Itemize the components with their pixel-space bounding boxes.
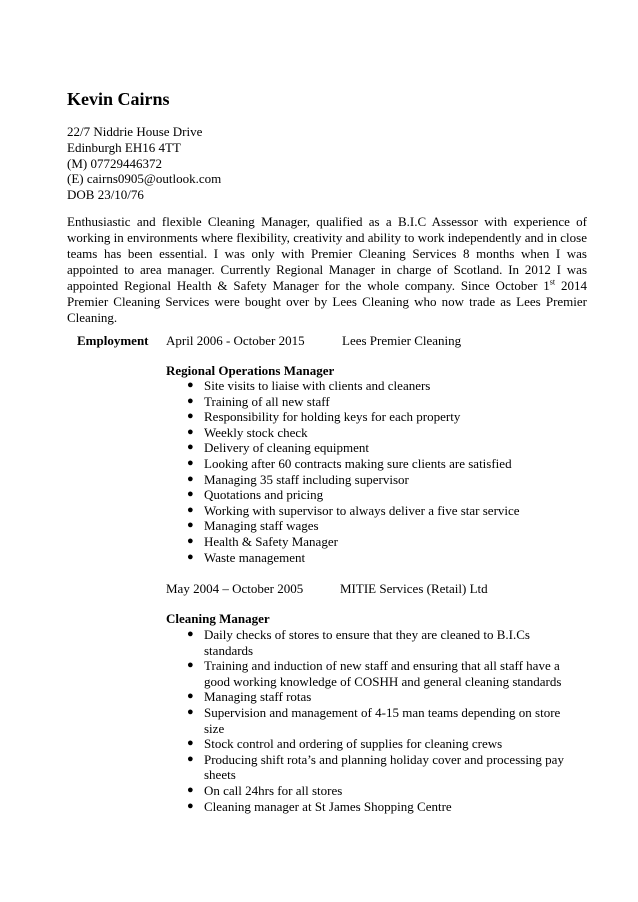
bullet-icon: ● — [187, 456, 194, 469]
address-line-2: Edinburgh EH16 4TT — [67, 139, 181, 155]
job-title: Cleaning Manager — [166, 611, 270, 626]
job-title: Regional Operations Manager — [166, 363, 335, 378]
bullet-icon: ● — [187, 394, 194, 407]
bullet-icon: ● — [187, 410, 194, 423]
duty-text: Managing staff rotas — [204, 689, 312, 705]
duty-item — [185, 705, 570, 736]
duty-text: Quotations and pricing — [204, 487, 324, 503]
bullet-icon: ● — [187, 488, 194, 501]
duty-text: Training and induction of new staff and ensuring that all staff have a good working knowledge of COSHH and general cleaning standards — [204, 658, 562, 689]
duty-text: On call 24hrs for all stores — [204, 782, 343, 798]
job-company: Lees Premier Cleaning — [342, 333, 462, 348]
duty-item — [185, 627, 570, 658]
duty-item — [185, 503, 570, 519]
bullet-icon: ● — [187, 550, 194, 563]
duty-text: Weekly stock check — [204, 424, 308, 440]
duty-text: Cleaning manager at St James Shopping Centre — [204, 798, 452, 814]
duty-text: Daily checks of stores to ensure that they are cleaned to B.I.Cs standards — [204, 627, 530, 658]
duty-item — [185, 394, 570, 410]
employment-section-label: Employment — [77, 333, 149, 348]
duty-text: Producing shift rota’s and planning holiday cover and processing pay sheets — [204, 751, 564, 783]
job-dates: April 2006 - October 2015 — [166, 333, 305, 348]
summary-superscript: st — [549, 277, 556, 287]
job-dates: May 2004 – October 2005 — [166, 581, 304, 596]
candidate-name: Kevin Cairns — [67, 89, 170, 109]
duty-text: Waste management — [204, 549, 306, 565]
duty-text: Managing staff wages — [204, 518, 319, 534]
duty-text: Training of all new staff — [204, 393, 330, 409]
duty-item — [185, 472, 570, 488]
bullet-icon: ● — [187, 441, 194, 454]
duty-text: Looking after 60 contracts making sure clients are satisfied — [204, 455, 512, 471]
job-duties-list — [185, 378, 570, 565]
bullet-icon: ● — [187, 503, 194, 516]
address-line-1: 22/7 Niddrie House Drive — [67, 124, 203, 139]
duty-item — [185, 689, 570, 705]
duty-item — [185, 736, 570, 752]
bullet-icon: ● — [187, 534, 194, 547]
duty-text: Managing 35 staff including supervisor — [204, 471, 409, 487]
duty-text: Working with supervisor to always deliver a five star service — [204, 502, 520, 518]
duty-item — [185, 440, 570, 456]
contact-block — [67, 124, 221, 203]
bullet-icon: ● — [187, 737, 194, 750]
job-duties-list — [185, 627, 570, 814]
duty-item — [185, 425, 570, 441]
profile-summary — [67, 214, 587, 326]
duty-text: Health & Safety Manager — [204, 533, 338, 549]
email-address: (E) cairns0905@outlook.com — [67, 171, 222, 187]
duty-item — [185, 799, 570, 815]
mobile-number: (M) 07729446372 — [67, 155, 162, 171]
duty-item — [185, 518, 570, 534]
bullet-icon: ● — [187, 705, 194, 718]
duty-text: Supervision and management of 4-15 man teams depending on store size — [204, 704, 561, 736]
duty-item — [185, 752, 570, 783]
bullet-icon: ● — [187, 659, 194, 672]
bullet-icon: ● — [187, 690, 194, 703]
summary-text-part-2: 2014 Premier Cleaning Services were bought over by Lees Cleaning who now trade as Lees Premier Cleaning. — [67, 278, 587, 325]
bullet-icon: ● — [187, 783, 194, 796]
bullet-icon: ● — [187, 752, 194, 765]
bullet-icon: ● — [187, 425, 194, 438]
summary-text-part-1: Enthusiastic and flexible Cleaning Manager, qualified as a B.I.C Assessor with experience of working in environments where flexibility, creativity and ability to work independently and in close teams has been essential. I was only with Premier Cleaning Services 8 months when I was appointed to area manager. Currently Regional Manager in charge of Scotland. In 2012 I was appointed Regional Health & Safety Manager for the whole company. Since October 1 — [67, 214, 587, 293]
date-of-birth: DOB 23/10/76 — [67, 187, 144, 203]
duty-item — [185, 378, 570, 394]
bullet-icon: ● — [187, 472, 194, 485]
duty-text: Site visits to liaise with clients and cleaners — [204, 378, 431, 393]
bullet-icon: ● — [187, 628, 194, 640]
duty-item — [185, 550, 570, 566]
duty-item — [185, 783, 570, 799]
bullet-icon: ● — [187, 519, 194, 532]
duty-item — [185, 658, 570, 689]
duty-text: Delivery of cleaning equipment — [204, 440, 369, 456]
duty-item — [185, 487, 570, 503]
duty-text: Responsibility for holding keys for each property — [204, 409, 461, 425]
bullet-icon: ● — [187, 379, 194, 391]
duty-text: Stock control and ordering of supplies for cleaning crews — [204, 736, 503, 752]
duty-item — [185, 409, 570, 425]
duty-item — [185, 456, 570, 472]
duty-item — [185, 534, 570, 550]
bullet-icon: ● — [187, 799, 194, 812]
job-company: MITIE Services (Retail) Ltd — [340, 581, 488, 596]
